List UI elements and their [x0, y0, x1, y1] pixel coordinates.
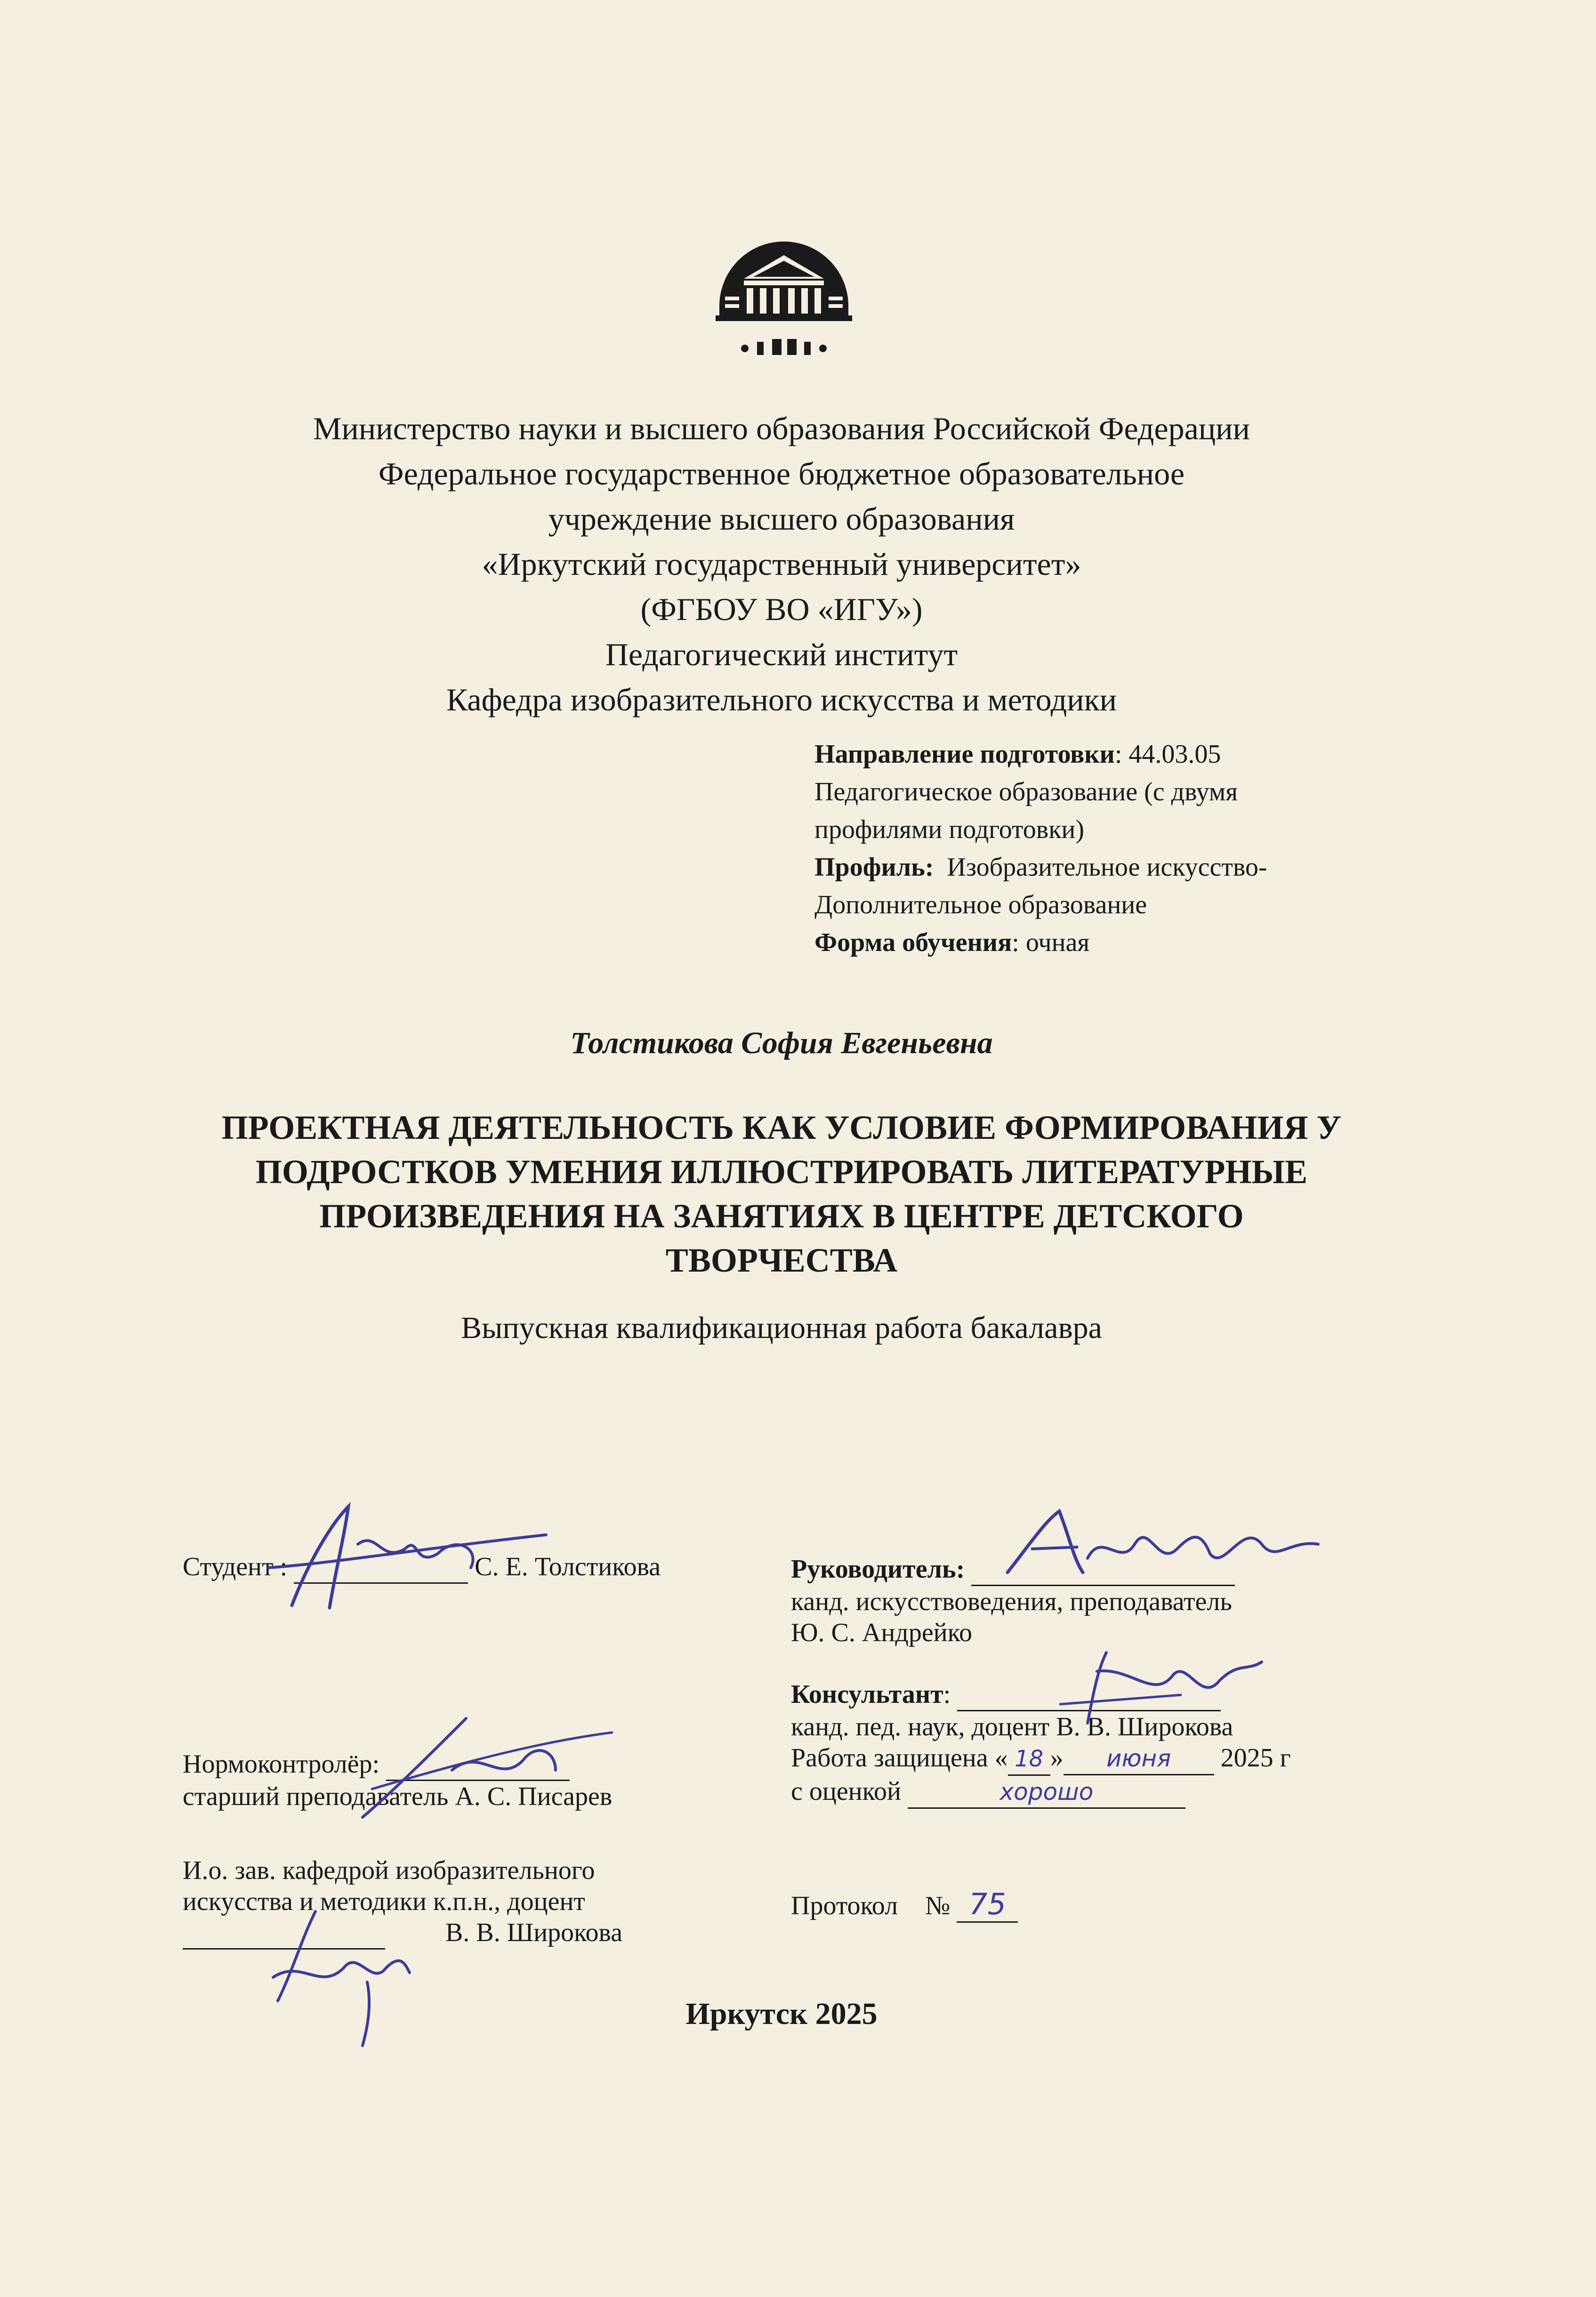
consultant-row — [791, 1679, 1291, 1809]
head-line2: искусства и методики к.п.н., доцент — [183, 1887, 585, 1916]
direction-label: Направление подготовки — [814, 740, 1115, 769]
profile-line2: Дополнительное образование — [814, 890, 1147, 919]
defended-month-field — [1064, 1742, 1214, 1775]
defended-prefix: Работа защищена « — [791, 1743, 1008, 1773]
author-name: Толстикова София Евгеньевна — [570, 1026, 993, 1060]
normcontrol-signature-line — [386, 1749, 570, 1781]
title-line: ТВОРЧЕСТВА — [665, 1241, 898, 1279]
title-line: ПОДРОСТКОВ УМЕНИЯ ИЛЛЮСТРИРОВАТЬ ЛИТЕРАТУРНЫЕ — [255, 1153, 1308, 1191]
grade-label: с оценкой — [791, 1777, 901, 1806]
defended-year: 2025 г — [1220, 1743, 1291, 1773]
student-row — [183, 1551, 661, 1584]
form-row — [814, 924, 1427, 961]
profile-label: Профиль: — [814, 853, 934, 882]
profile-row — [814, 848, 1427, 886]
supervisor-label: Руководитель: — [791, 1555, 965, 1584]
head-signature-line — [183, 1917, 385, 1950]
header-line: Федеральное государственное бюджетное образовательное — [378, 456, 1185, 492]
direction-value: : 44.03.05 — [1114, 740, 1221, 769]
title-line: ПРОИЗВЕДЕНИЯ НА ЗАНЯТИЯХ В ЦЕНТРЕ ДЕТСКОГО — [319, 1197, 1244, 1235]
thesis-title — [0, 1105, 1563, 1282]
defended-day-field — [1008, 1742, 1050, 1776]
direction-line3: профилями подготовки) — [814, 815, 1085, 844]
department-head-row — [183, 1855, 622, 1950]
header-line: «Иркутский государственный университет» — [482, 546, 1081, 582]
university-logo — [716, 235, 852, 363]
form-value: : очная — [1012, 928, 1090, 957]
defended-day: 18 — [1015, 1746, 1044, 1772]
consultant-label: Консультант — [791, 1680, 943, 1709]
student-label: Студент : — [183, 1552, 288, 1581]
header-line: Педагогический институт — [605, 637, 958, 672]
protocol-number-field — [957, 1889, 1018, 1923]
defended-month: июня — [1106, 1745, 1171, 1772]
city-year: Иркутск 2025 — [685, 1997, 878, 2031]
normcontrol-title: старший преподаватель А. С. Писарев — [183, 1782, 613, 1811]
protocol-sign: № — [925, 1891, 951, 1920]
student-name: С. Е. Толстикова — [475, 1552, 661, 1581]
direction-row — [814, 735, 1427, 773]
protocol-number: 75 — [969, 1887, 1006, 1921]
normcontrol-label: Нормоконтролёр: — [183, 1749, 380, 1779]
institution-header — [0, 406, 1563, 722]
supervisor-name: Ю. С. Андрейко — [791, 1618, 972, 1647]
defended-mid: » — [1050, 1743, 1064, 1773]
consultant-title: канд. пед. наук, доцент В. В. Широкова — [791, 1712, 1233, 1741]
header-line: учреждение высшего образования — [548, 501, 1015, 537]
supervisor-row — [791, 1554, 1235, 1648]
protocol-row — [791, 1889, 1018, 1923]
supervisor-signature-line — [971, 1554, 1235, 1586]
grade-value: хорошо — [1000, 1778, 1094, 1805]
grade-field — [908, 1776, 1185, 1809]
supervisor-title: канд. искусствоведения, преподаватель — [791, 1587, 1232, 1616]
title-line: ПРОЕКТНАЯ ДЕЯТЕЛЬНОСТЬ КАК УСЛОВИЕ ФОРМИРОВАНИЯ У — [221, 1109, 1342, 1146]
direction-line2: Педагогическое образование (с двумя — [814, 777, 1238, 806]
protocol-label: Протокол — [791, 1891, 898, 1920]
form-label: Форма обучения — [814, 928, 1012, 957]
student-signature-line — [294, 1551, 468, 1584]
header-line: Министерство науки и высшего образования Российской Федерации — [313, 411, 1250, 446]
header-line: (ФГБОУ ВО «ИГУ») — [640, 591, 923, 627]
normcontrol-row — [183, 1749, 612, 1812]
work-type: Выпускная квалификационная работа бакалавра — [461, 1311, 1102, 1345]
head-line1: И.о. зав. кафедрой изобразительного — [183, 1856, 595, 1885]
profile-value: Изобразительное искусство- — [934, 853, 1267, 882]
consultant-signature-line — [957, 1679, 1221, 1711]
consultant-colon: : — [943, 1680, 951, 1709]
head-name: В. В. Широкова — [445, 1918, 623, 1947]
header-line: Кафедра изобразительного искусства и методики — [446, 682, 1117, 717]
program-info — [814, 735, 1427, 961]
